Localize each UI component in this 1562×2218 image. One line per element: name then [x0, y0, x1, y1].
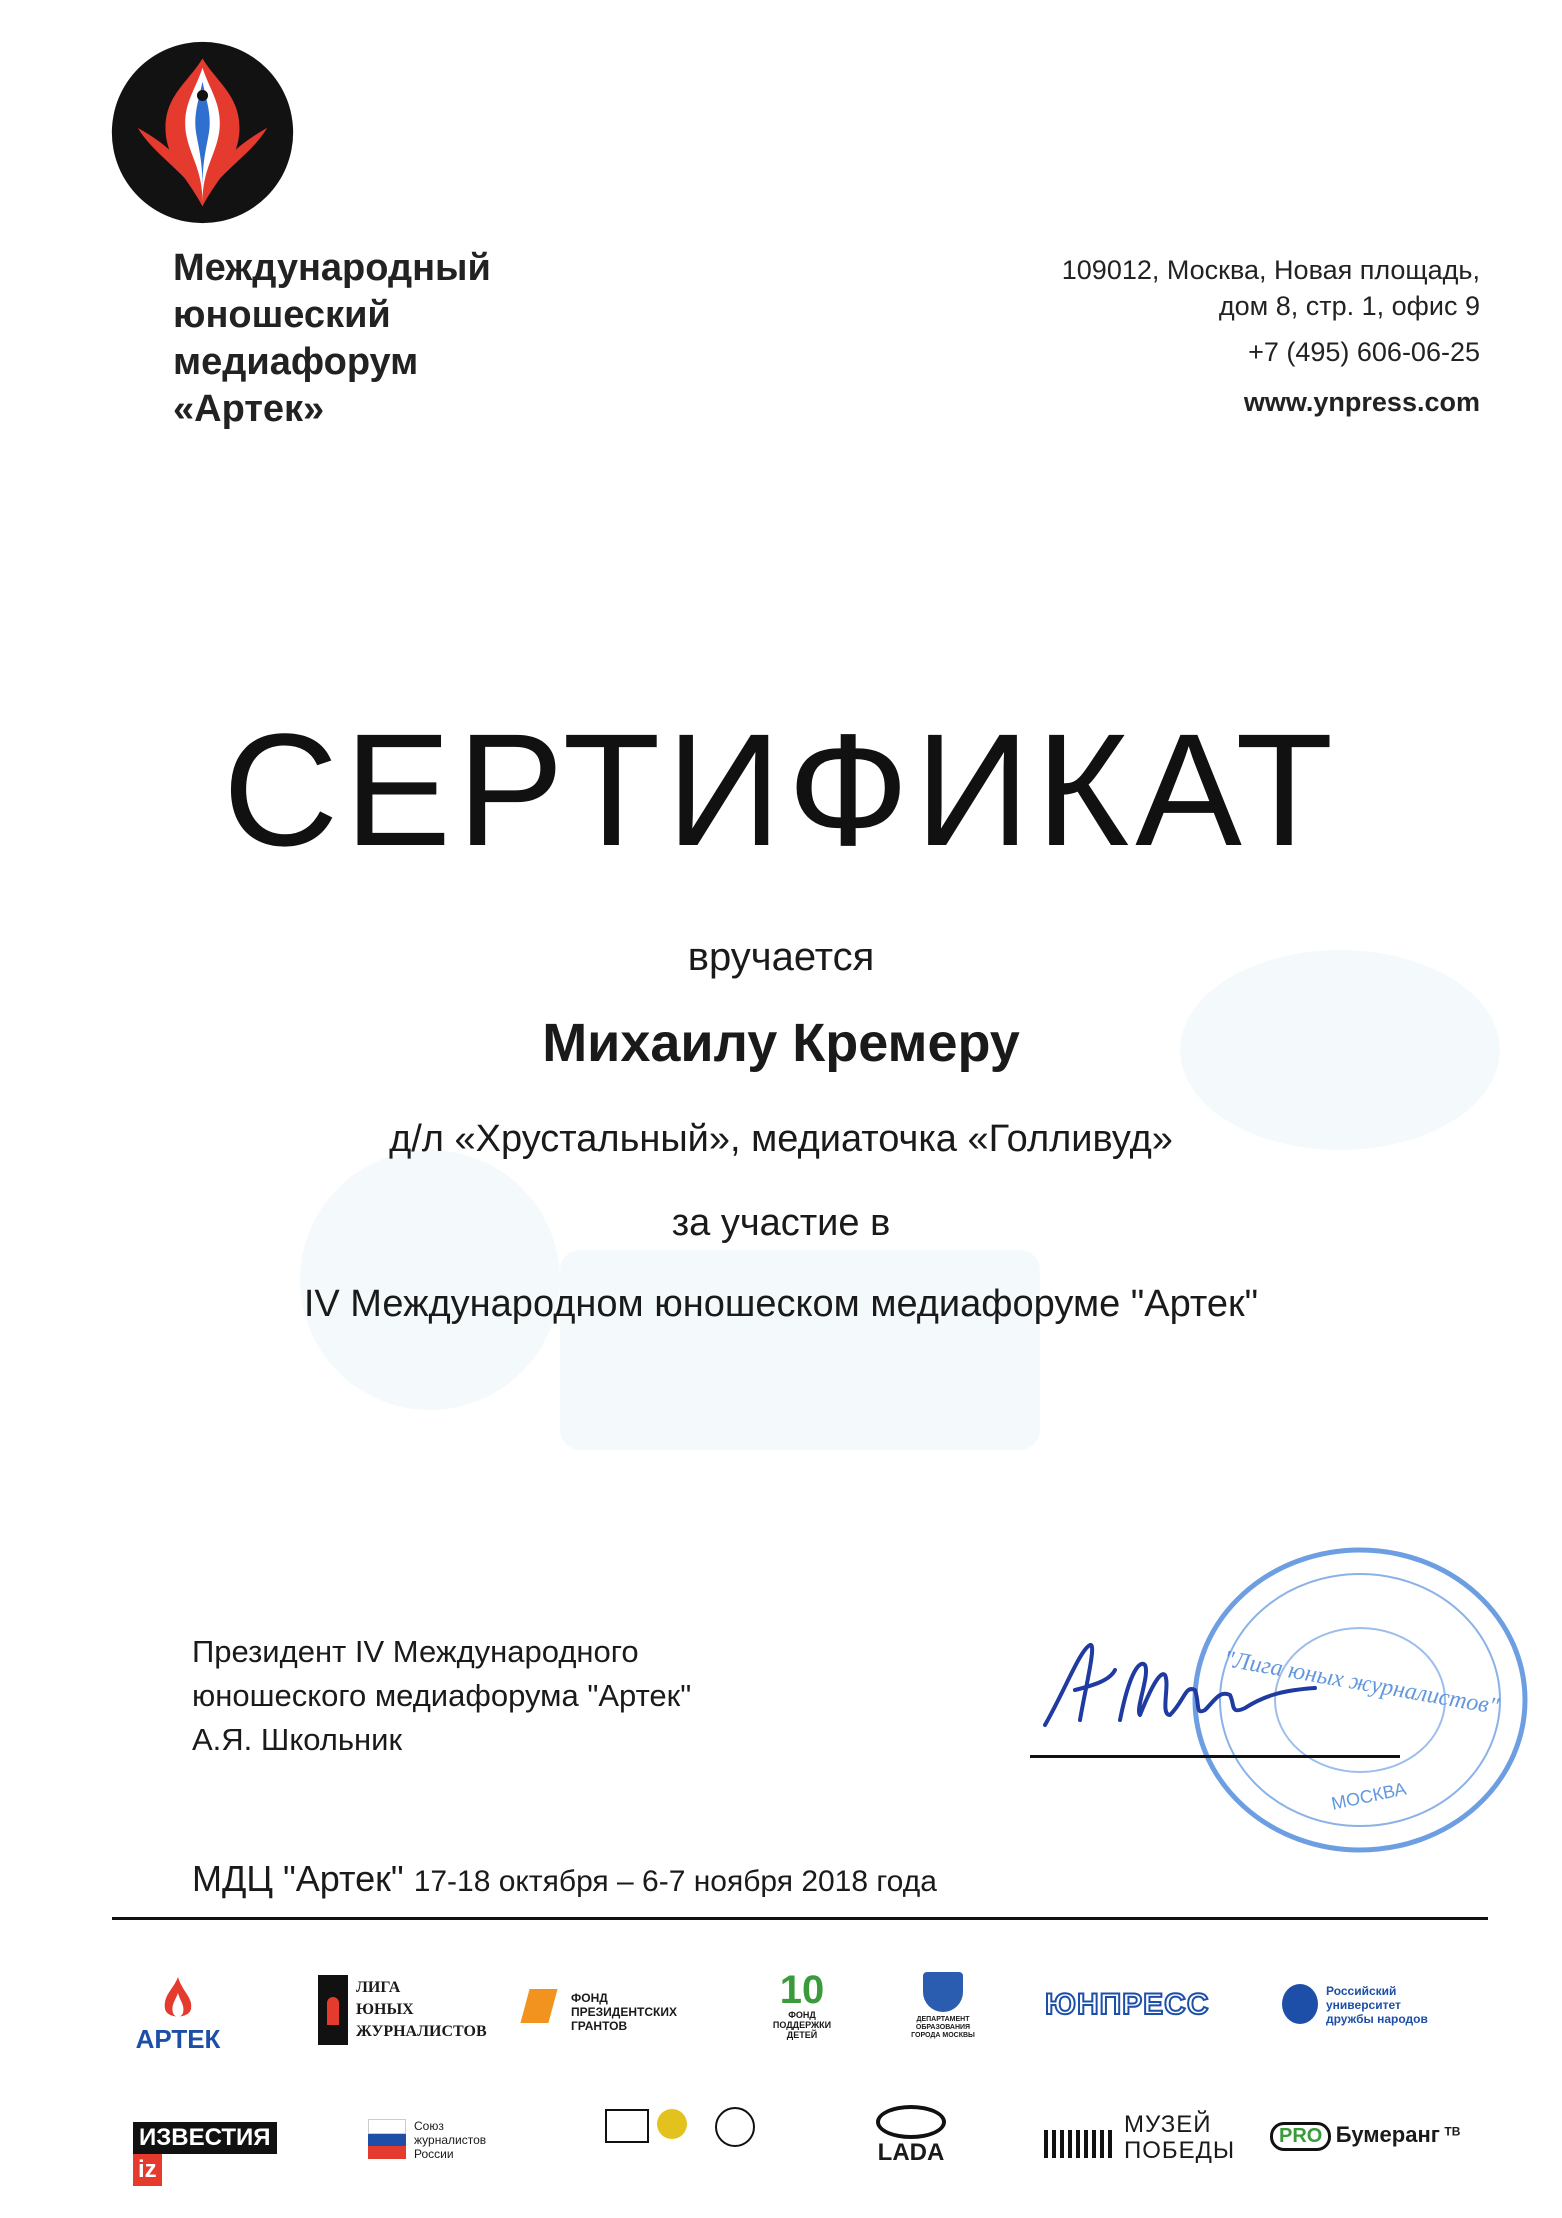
- org-line: Международный: [173, 247, 491, 289]
- flame-icon: [153, 1975, 203, 2023]
- partner-name: МУЗЕЙ: [1124, 2111, 1212, 2138]
- partner-name: LADA: [877, 2139, 945, 2166]
- org-line: «Артек»: [173, 388, 325, 430]
- partner-name: ТВ: [1444, 2124, 1461, 2139]
- partner-name: ЮНЫХ: [356, 2001, 414, 2018]
- event-dates: [192, 1858, 937, 1900]
- partner-logo-bumerang: [1270, 2122, 1480, 2151]
- contact-info: [880, 252, 1480, 420]
- organization-name: [173, 245, 693, 433]
- website-link[interactable]: www.ynpress.com: [1243, 387, 1480, 417]
- partner-logo-izvestia: [133, 2122, 293, 2186]
- partner-name: ИЗВЕСТИЯ: [133, 2122, 277, 2154]
- partner-name: 10: [779, 1968, 825, 2012]
- lada-boat-icon: [876, 2105, 946, 2139]
- signatory-name: А.Я. Школьник: [192, 1722, 403, 1757]
- partner-name: ФОНД: [571, 1991, 608, 2005]
- signatory-title: юношеского медиафорума "Артек": [192, 1678, 692, 1713]
- partner-name: дружбы народов: [1326, 2012, 1428, 2026]
- stamp-text: "Лига юных журналистов": [1221, 1646, 1501, 1721]
- partner-name: Союз: [414, 2119, 444, 2133]
- partner-name: ФОНД: [788, 2010, 816, 2020]
- partner-name: Бумеранг: [1335, 2122, 1440, 2147]
- address-line: дом 8, стр. 1, офис 9: [1218, 291, 1480, 321]
- partner-logo-unesco: [605, 2105, 760, 2165]
- partner-logo-lada: [866, 2105, 956, 2167]
- partner-name: университет: [1326, 1998, 1401, 2012]
- partner-name: Российский: [1326, 1984, 1397, 1998]
- background-watermark: [560, 1250, 1040, 1450]
- address-line: 109012, Москва, Новая площадь,: [1061, 255, 1480, 285]
- seal-icon: [715, 2107, 755, 2147]
- footer-divider: [112, 1917, 1488, 1920]
- partner-name: ОБРАЗОВАНИЯ: [915, 2024, 971, 2031]
- awarded-label: вручается: [687, 935, 875, 979]
- partner-name: журналистов: [414, 2133, 487, 2147]
- artek-mediaforum-logo: [110, 40, 295, 225]
- partner-name: ПРЕЗИДЕНТСКИХ: [571, 2005, 677, 2019]
- partner-name: ДЕПАРТАМЕНТ: [916, 2016, 970, 2023]
- partner-logo-dep-obr: [905, 1972, 981, 2040]
- partner-name: АРТЕК: [135, 2024, 221, 2054]
- partner-name: ЮНПРЕСС: [1045, 1988, 1210, 2021]
- stamp-city: МОСКВА: [1329, 1778, 1408, 1814]
- coat-of-arms-icon: [923, 1972, 963, 2012]
- partner-name: ЛИГА: [356, 1979, 401, 1996]
- partner-name: ПОБЕДЫ: [1124, 2137, 1236, 2164]
- event-place: МДЦ "Артек": [192, 1858, 404, 1899]
- handwritten-signature: [1035, 1630, 1335, 1750]
- partner-name: ПОДДЕРЖКИ: [772, 2020, 832, 2030]
- signatory-title: Президент IV Международного: [192, 1634, 639, 1669]
- phone-number: +7 (495) 606-06-25: [1248, 337, 1480, 367]
- partner-name: ГОРОДА МОСКВЫ: [911, 2032, 975, 2039]
- recipient-school: д/л «Хрустальный», медиаточка «Голливуд»: [389, 1118, 1173, 1160]
- participation-label: за участие в: [671, 1202, 891, 1244]
- event-name: IV Международном юношеском медиафоруме "Артек": [303, 1283, 1259, 1325]
- partner-logo-artek: [128, 1975, 228, 2055]
- pen-icon: [318, 1975, 348, 2045]
- partner-name: PRO: [1270, 2122, 1331, 2151]
- unitwin-icon: [657, 2109, 687, 2139]
- fpg-mark-icon: [520, 1989, 557, 2023]
- unesco-temple-icon: [605, 2109, 649, 2143]
- partner-name: iz: [133, 2154, 162, 2186]
- org-line: юношеский: [173, 294, 391, 336]
- partner-name: ДЕТЕЙ: [786, 2030, 818, 2040]
- rudn-emblem-icon: [1282, 1984, 1318, 2024]
- museum-building-icon: [1044, 2130, 1116, 2158]
- partner-name: ГРАНТОВ: [571, 2019, 628, 2033]
- signature-line: [1030, 1755, 1400, 1758]
- flag-icon: [368, 2119, 406, 2157]
- partner-logo-unpress: [1045, 1988, 1225, 2022]
- partner-name: ЖУРНАЛИСТОВ: [356, 2023, 487, 2040]
- partner-name: России: [414, 2147, 454, 2161]
- certificate-title: СЕРТИФИКАТ: [222, 700, 1340, 879]
- recipient-name: Михаилу Кремеру: [542, 1013, 1020, 1073]
- background-watermark: [300, 1150, 560, 1410]
- event-date-range: 17-18 октября – 6-7 ноября 2018 года: [413, 1865, 937, 1898]
- signatory-block: [192, 1630, 691, 1762]
- org-line: медиафорум: [173, 341, 419, 383]
- partner-logo-fpd: [762, 1970, 842, 2040]
